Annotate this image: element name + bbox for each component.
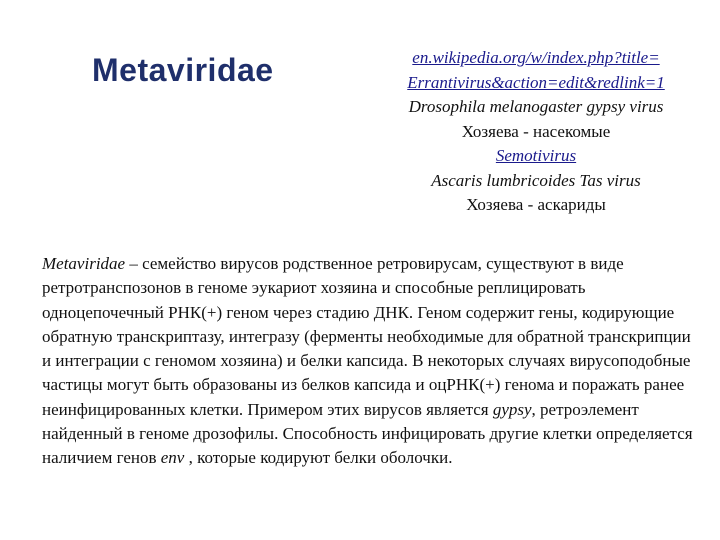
description-part-2: , ретроэлемент найденный в геноме дрозофилы. Способность инфицировать другие клетки определяется наличием генов	[42, 399, 693, 468]
description-part-3: , которые кодируют белки оболочки.	[184, 448, 453, 468]
taxonomy-panel	[378, 46, 694, 218]
term-gypsy: gypsy	[492, 399, 532, 419]
hosts-ascarids: Хозяева - аскариды	[466, 195, 606, 214]
wiki-link-line-2[interactable]: Errantivirus&action=edit&redlink=1	[407, 72, 665, 92]
species-ascaris: Ascaris lumbricoides Tas virus	[431, 170, 641, 190]
semotivirus-link[interactable]: Semotivirus	[495, 146, 577, 165]
term-env: env	[160, 448, 185, 468]
term-metaviridae: Metaviridae	[42, 254, 126, 273]
hosts-insects: Хозяева - насекомые	[461, 121, 611, 141]
description-part-1: – семейство вирусов родственное ретровирусам, существуют в виде ретротранспозонов в геноме эукариот хозяина и способные реплицировать одноцепочечный РНК(+) геном через стадию ДНК. Геном содержит гены, кодирующие обратную транскриптазу, интегразу (ферменты необходимые для обратной транскрипции и интеграции с геномом хозяина) и белки капсида. В некоторых случаях вирусоподобные частицы могут быть образованы из белков капсида и оцРНК(+) генома и поражать ранее неинфицированных клетки. Примером этих вирусов является	[42, 254, 691, 419]
wiki-link-line-1[interactable]: en.wikipedia.org/w/index.php?title=	[412, 48, 660, 67]
description-paragraph	[42, 252, 694, 471]
slide-title: Metaviridae	[92, 52, 274, 88]
species-drosophila: Drosophila melanogaster gypsy virus	[408, 97, 664, 116]
